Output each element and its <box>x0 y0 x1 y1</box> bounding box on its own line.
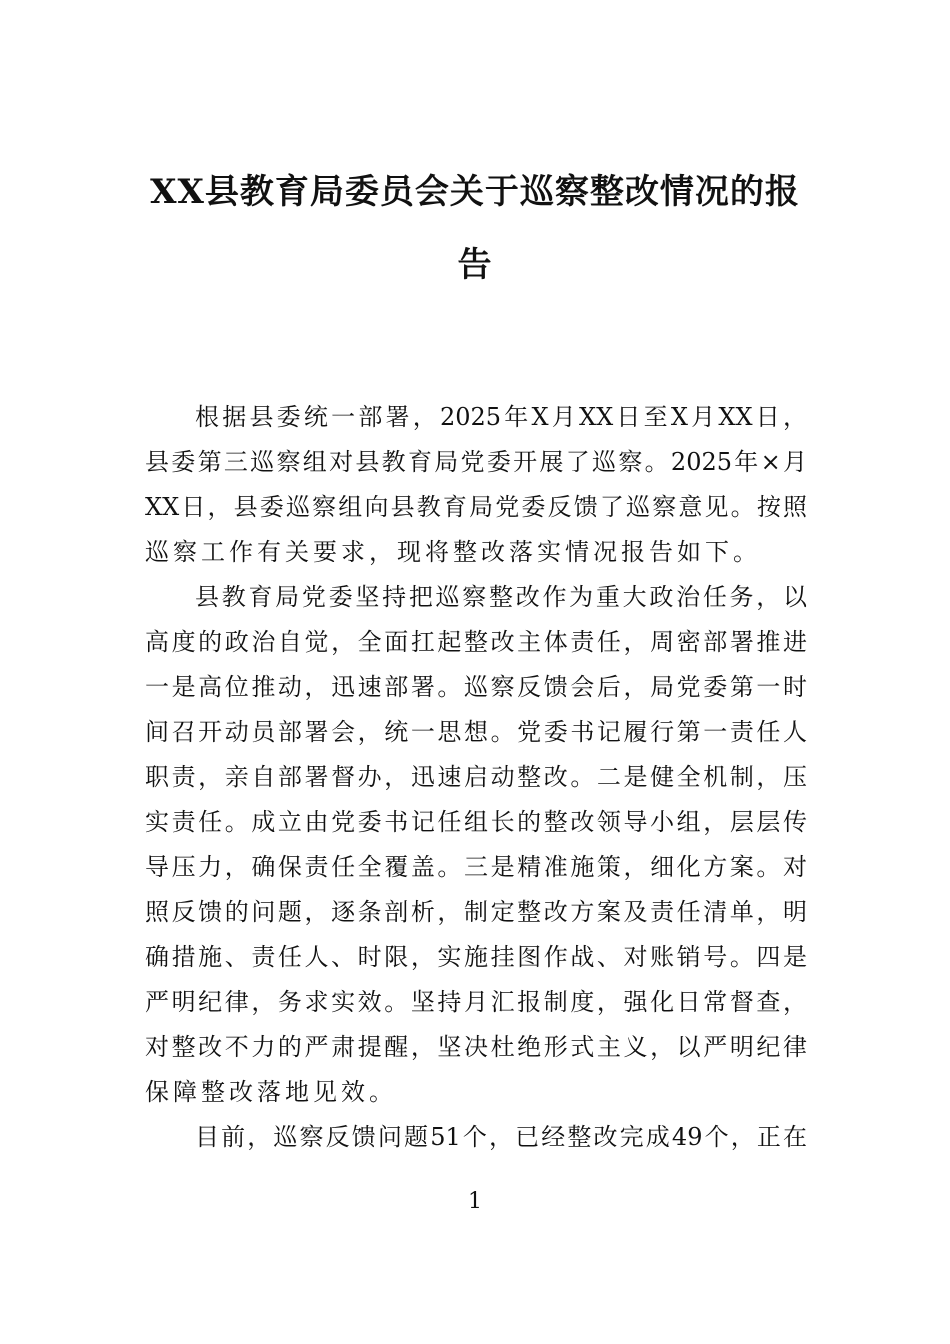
text-line: 导压力，确保责任全覆盖。三是精准施策，细化方案。对 <box>145 853 807 881</box>
text-line: 县委第三巡察组对县教育局党委开展了巡察。2025年×月 <box>145 448 807 476</box>
title-line-1: XX县教育局委员会关于巡察整改情况的报 <box>150 172 800 212</box>
title-line-2: 告 <box>457 245 493 285</box>
page-number: 1 <box>468 1189 482 1214</box>
paragraph-1 <box>145 395 807 575</box>
text-line: 巡察工作有关要求，现将整改落实情况报告如下。 <box>145 538 761 566</box>
text-line: 确措施、责任人、时限，实施挂图作战、对账销号。四是 <box>145 943 807 971</box>
text-line: 严明纪律，务求实效。坚持月汇报制度，强化日常督查， <box>145 988 807 1016</box>
text-line: 保障整改落地见效。 <box>145 1078 397 1106</box>
paragraph-3 <box>145 1115 807 1160</box>
text-line: 职责，亲自部署督办，迅速启动整改。二是健全机制，压 <box>145 763 807 791</box>
text-line: 一是高位推动，迅速部署。巡察反馈会后，局党委第一时 <box>145 673 807 701</box>
paragraph-2 <box>145 575 807 1115</box>
text-line: 根据县委统一部署，2025年X月XX日至X月XX日， <box>195 403 807 431</box>
text-line: XX日，县委巡察组向县教育局党委反馈了巡察意见。按照 <box>145 493 807 521</box>
text-line: 间召开动员部署会，统一思想。党委书记履行第一责任人 <box>145 718 807 746</box>
document-title <box>140 168 810 289</box>
text-line: 县教育局党委坚持把巡察整改作为重大政治任务，以 <box>195 583 807 611</box>
document-body <box>145 395 807 1160</box>
text-line: 目前，巡察反馈问题51个，已经整改完成49个，正在 <box>195 1123 807 1151</box>
text-line: 照反馈的问题，逐条剖析，制定整改方案及责任清单，明 <box>145 898 807 926</box>
text-line: 对整改不力的严肃提醒，坚决杜绝形式主义，以严明纪律 <box>145 1033 807 1061</box>
text-line: 高度的政治自觉，全面扛起整改主体责任，周密部署推进 <box>145 628 807 656</box>
text-line: 实责任。成立由党委书记任组长的整改领导小组，层层传 <box>145 808 807 836</box>
